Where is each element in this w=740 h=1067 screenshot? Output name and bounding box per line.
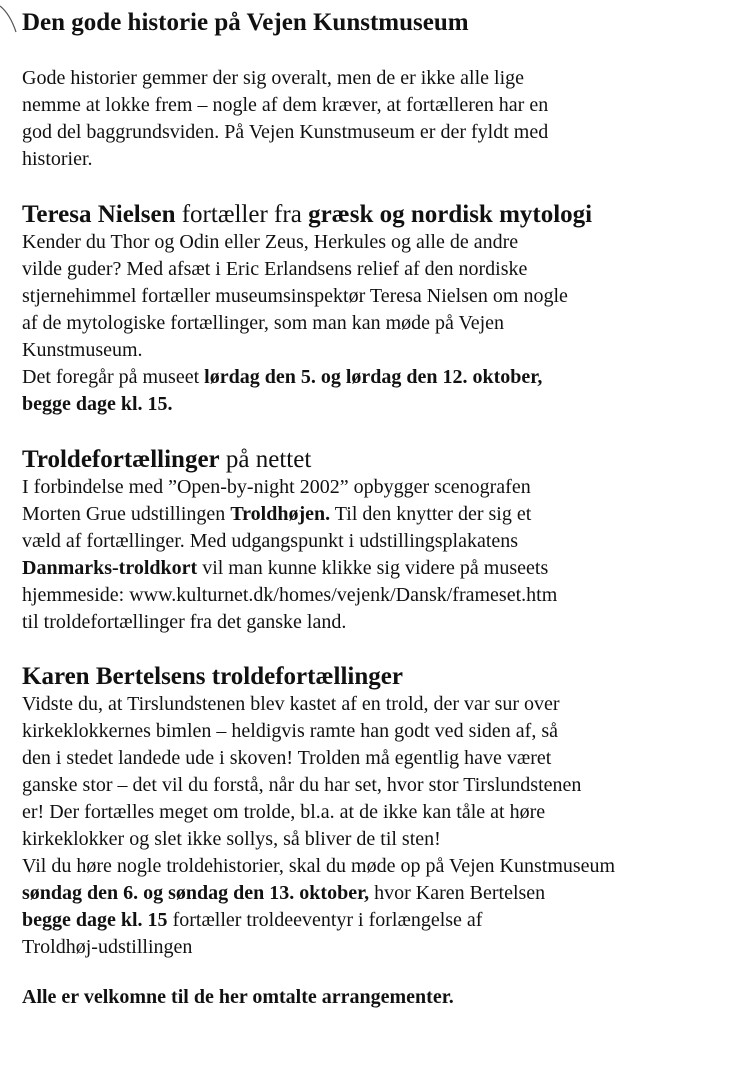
body-line — [22, 555, 734, 582]
map-name: Danmarks-troldkort — [22, 557, 198, 579]
troll-net-paragraph — [22, 474, 734, 636]
body-line: kirkeklokkernes bimlen – heldigvis ramte han godt ved siden af, så — [22, 720, 558, 742]
body-line: Kender du Thor og Odin eller Zeus, Herkules og alle de andre — [22, 231, 519, 253]
karen-paragraph — [22, 691, 734, 961]
intro-paragraph — [22, 65, 734, 173]
text-run: hvor Karen Bertelsen — [369, 882, 546, 904]
exhibition-name: Troldhøjen. — [230, 503, 331, 525]
intro-line: nemme at lokke frem – nogle af dem kræver, at fortælleren har en — [22, 94, 549, 116]
heading-bold: Troldefortællinger — [22, 446, 220, 473]
body-line: I forbindelse med ”Open-by-night 2002” opbygger scenografen — [22, 476, 531, 498]
closing-text: Alle er velkomne til de her omtalte arrangementer. — [22, 986, 454, 1008]
event-date-line — [22, 880, 734, 907]
body-line: er! Der fortælles meget om trolde, bl.a. at de ikke kan tåle at høre — [22, 801, 546, 823]
section-heading-troll-net — [22, 445, 734, 474]
body-line: Vil du høre nogle troldehistorier, skal du møde op på Vejen Kunstmuseum — [22, 855, 616, 877]
body-line: den i stedet landede ude i skoven! Trolden må egentlig have været — [22, 747, 552, 769]
section-heading-mythology — [22, 200, 734, 229]
event-time-line — [22, 391, 734, 418]
text-run: fortæller troldeeventyr i forlængelse af — [167, 909, 483, 931]
body-line: stjernehimmel fortæller museumsinspektør Teresa Nielsen om nogle — [22, 285, 568, 307]
event-date-line — [22, 364, 734, 391]
body-line: Kunstmuseum. — [22, 339, 143, 361]
heading-light: på nettet — [219, 446, 312, 473]
intro-line: Gode historier gemmer der sig overalt, men de er ikke alle lige — [22, 67, 525, 89]
mythology-paragraph — [22, 229, 734, 418]
closing-statement — [22, 984, 734, 1011]
body-line — [22, 501, 734, 528]
text-run: vil man kunne klikke sig videre på museets — [197, 557, 549, 579]
date-prefix: Det foregår på museet — [22, 366, 205, 388]
body-line: vilde guder? Med afsæt i Eric Erlandsens relief af den nordiske — [22, 258, 528, 280]
text-run: Morten Grue udstillingen — [22, 503, 231, 525]
section-heading-karen: Karen Bertelsens troldefortællinger — [22, 663, 403, 690]
body-line: af de mytologiske fortællinger, som man kan møde på Vejen — [22, 312, 505, 334]
scan-corner-mark — [0, 0, 20, 40]
body-line: Troldhøj-udstillingen — [22, 936, 193, 958]
body-line: væld af fortællinger. Med udgangspunkt i udstillingsplakatens — [22, 530, 519, 552]
event-time: begge dage kl. 15 — [22, 909, 168, 931]
event-time: begge dage kl. 15. — [22, 393, 173, 415]
body-line: til troldefortællinger fra det ganske land. — [22, 611, 347, 633]
page-title: Den gode historie på Vejen Kunstmuseum — [22, 9, 469, 36]
event-time-line — [22, 907, 734, 934]
heading-mid: fortæller fra — [175, 201, 309, 228]
body-line: ganske stor – det vil du forstå, når du har set, hvor stor Tirslundstenen — [22, 774, 582, 796]
event-dates: søndag den 6. og søndag den 13. oktober, — [22, 882, 370, 904]
body-line: kirkeklokker og slet ikke sollys, så bliver de til sten! — [22, 828, 441, 850]
heading-topic: græsk og nordisk mytologi — [308, 201, 593, 228]
text-run: Til den knytter der sig et — [330, 503, 532, 525]
document-page — [22, 8, 734, 1011]
event-dates: lørdag den 5. og lørdag den 12. oktober, — [204, 366, 543, 388]
heading-name: Teresa Nielsen — [22, 201, 176, 228]
intro-line: historier. — [22, 148, 93, 170]
body-line: Vidste du, at Tirslundstenen blev kastet af en trold, der var sur over — [22, 693, 560, 715]
intro-line: god del baggrundsviden. På Vejen Kunstmuseum er der fyldt med — [22, 121, 549, 143]
website-line: hjemmeside: www.kulturnet.dk/homes/vejenk/Dansk/frameset.htm — [22, 584, 558, 606]
